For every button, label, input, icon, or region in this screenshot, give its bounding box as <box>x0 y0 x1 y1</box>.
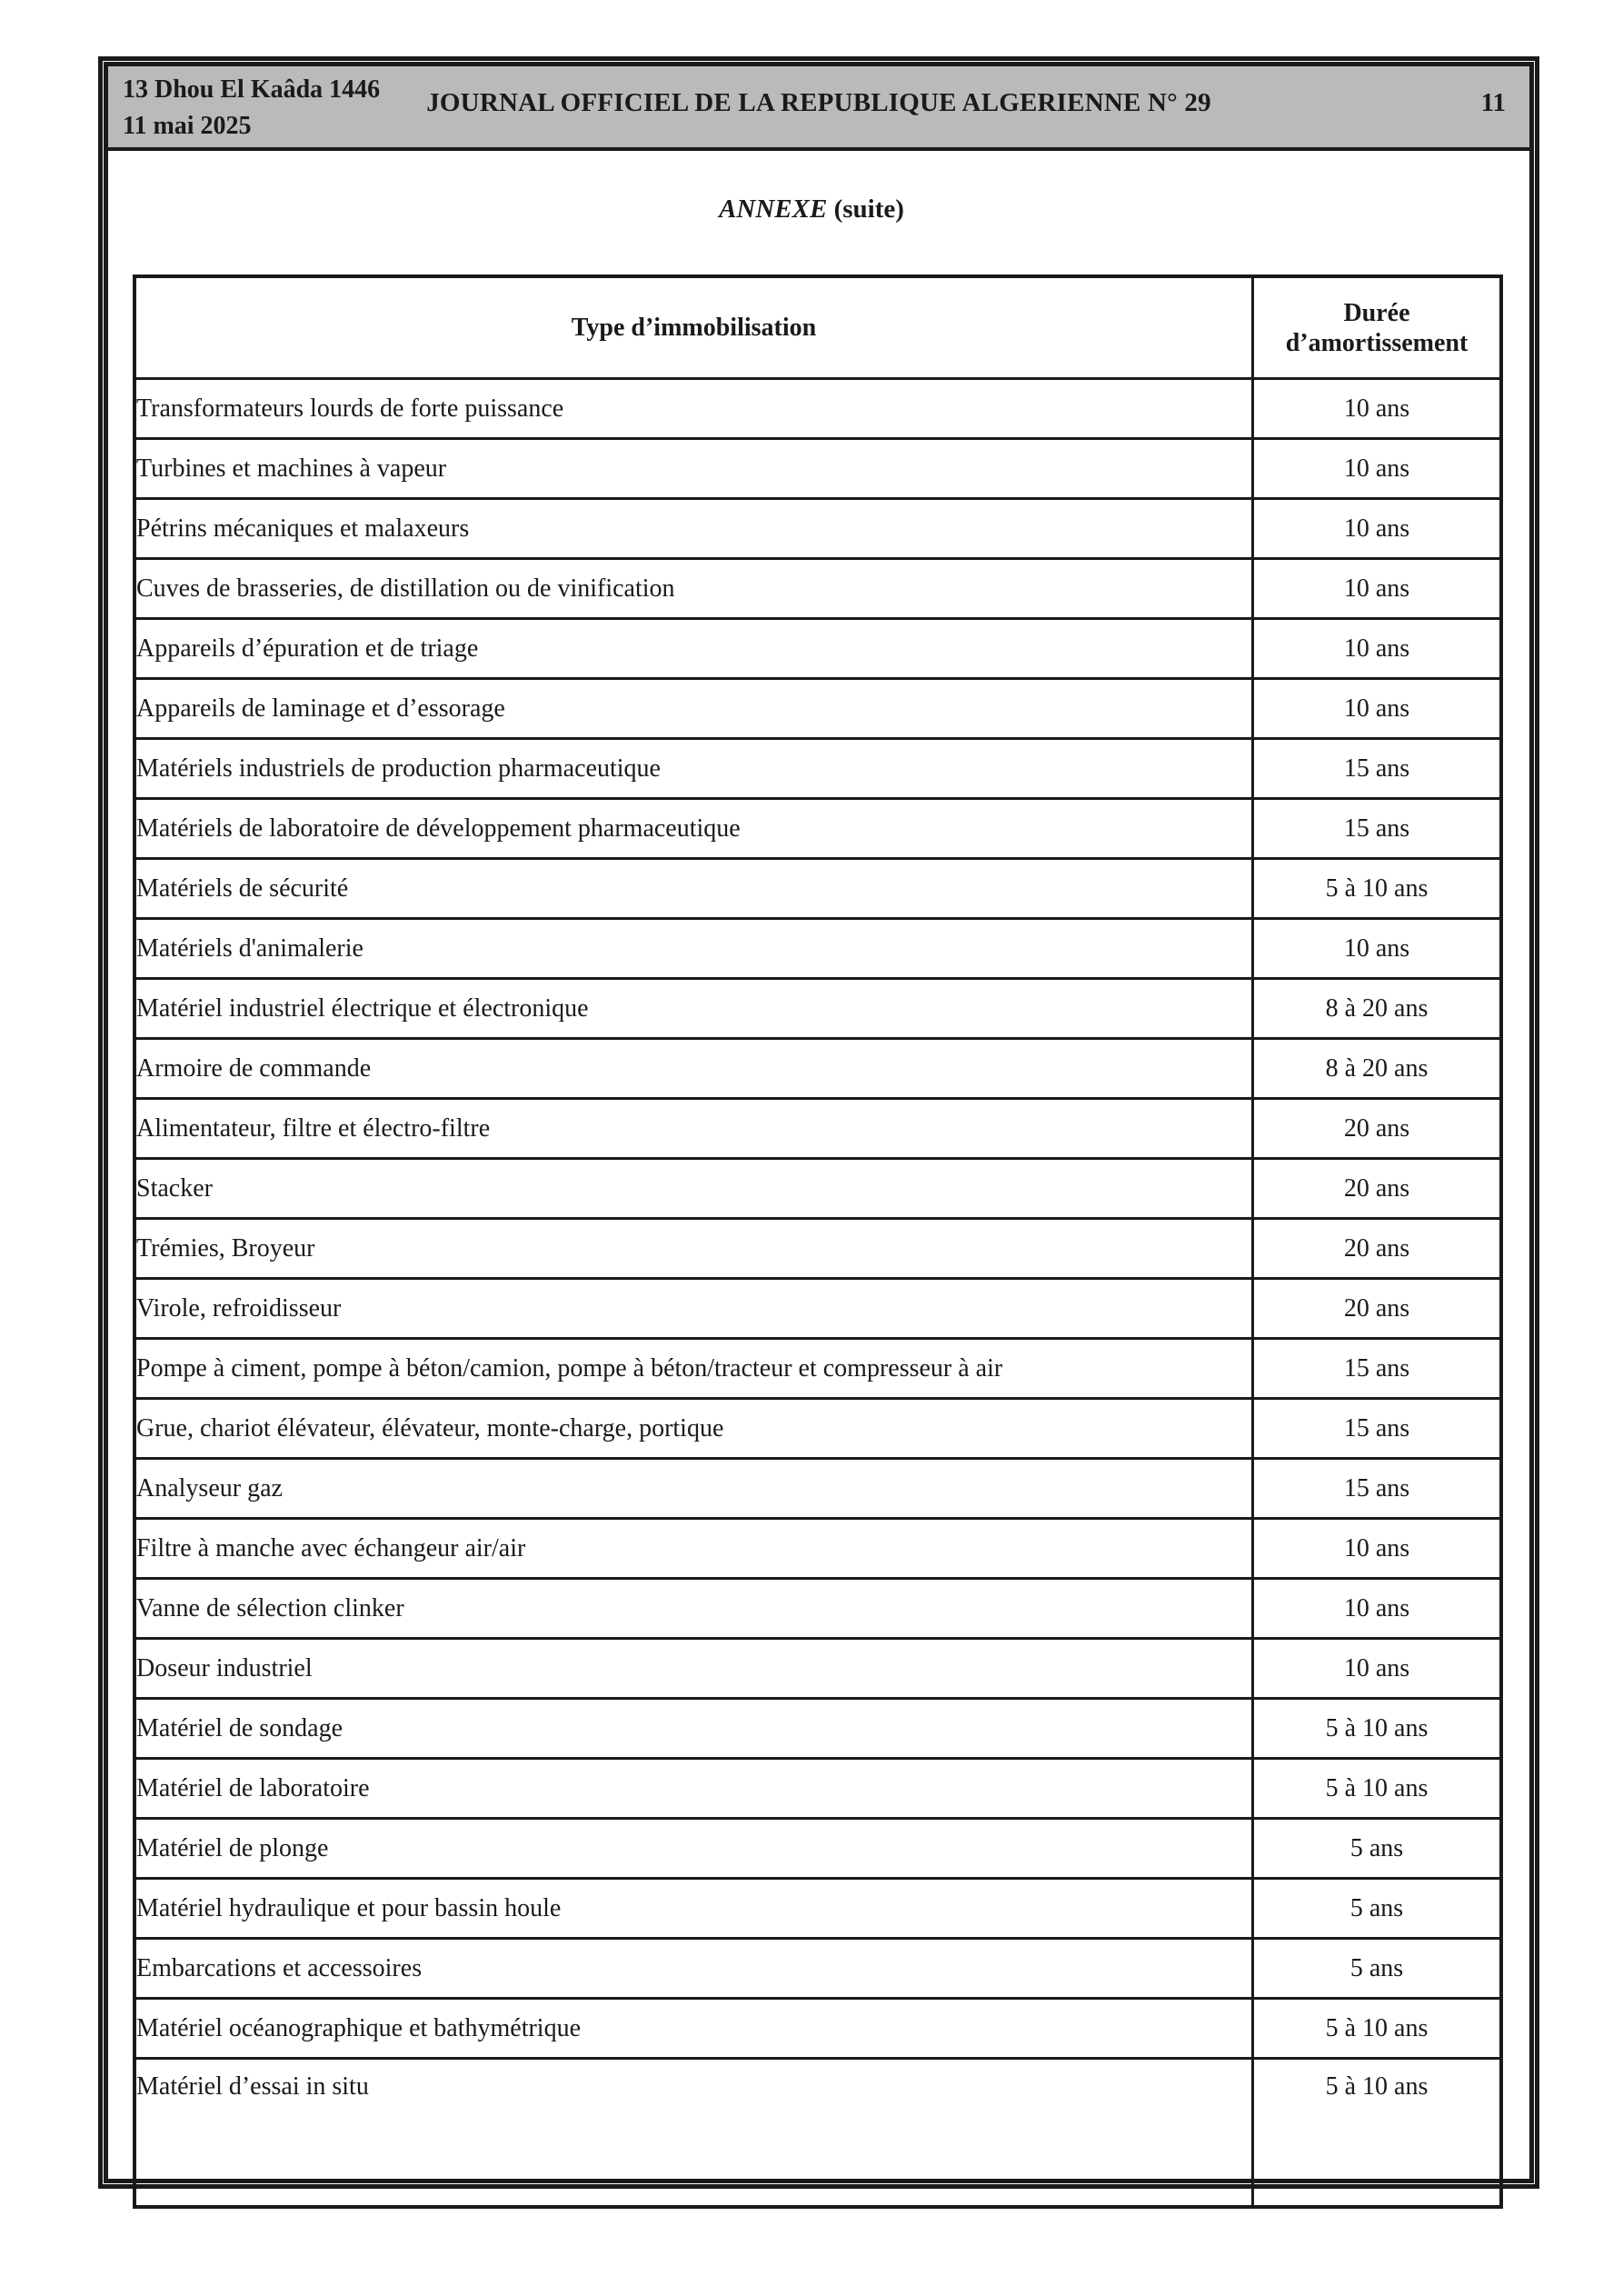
table-row <box>134 979 1501 1039</box>
duration-cell: 20 ans <box>1253 1099 1502 1159</box>
table-header-row <box>134 276 1501 379</box>
table-row <box>134 1999 1501 2059</box>
page-number: 11 <box>1480 88 1506 117</box>
duration-cell: 10 ans <box>1253 1519 1502 1579</box>
duration-cell: 8 à 20 ans <box>1253 979 1502 1039</box>
table-row <box>134 1459 1501 1519</box>
asset-type-cell: Pétrins mécaniques et malaxeurs <box>134 499 1253 559</box>
duration-cell: 5 ans <box>1253 1879 1502 1939</box>
duration-cell: 10 ans <box>1253 1639 1502 1699</box>
duration-cell: 10 ans <box>1253 919 1502 979</box>
table-row <box>134 1279 1501 1339</box>
asset-type-cell: Filtre à manche avec échangeur air/air <box>134 1519 1253 1579</box>
duration-cell: 15 ans <box>1253 1459 1502 1519</box>
duration-cell: 5 ans <box>1253 1939 1502 1999</box>
asset-type-cell: Matériel de sondage <box>134 1699 1253 1759</box>
duration-cell: 20 ans <box>1253 1219 1502 1279</box>
duration-cell: 5 à 10 ans <box>1253 859 1502 919</box>
table-row <box>134 859 1501 919</box>
asset-type-cell: Matériels de sécurité <box>134 859 1253 919</box>
table-row <box>134 1699 1501 1759</box>
asset-type-cell: Analyseur gaz <box>134 1459 1253 1519</box>
asset-type-cell: Matériel de laboratoire <box>134 1759 1253 1819</box>
table-row <box>134 1639 1501 1699</box>
column-header-type: Type d’immobilisation <box>134 276 1253 379</box>
annex-title-main: ANNEXE <box>719 195 828 224</box>
duration-cell: 10 ans <box>1253 499 1502 559</box>
duration-cell: 5 ans <box>1253 1819 1502 1879</box>
table-row <box>134 559 1501 619</box>
asset-type-cell: Stacker <box>134 1159 1253 1219</box>
table-row <box>134 1579 1501 1639</box>
duration-cell: 5 à 10 ans <box>1253 1999 1502 2059</box>
table-row <box>134 439 1501 499</box>
annex-title-suffix: (suite) <box>827 195 904 224</box>
asset-type-cell: Virole, refroidisseur <box>134 1279 1253 1339</box>
table-row <box>134 379 1501 439</box>
duration-cell: 15 ans <box>1253 739 1502 799</box>
duration-cell: 10 ans <box>1253 1579 1502 1639</box>
asset-type-cell: Embarcations et accessoires <box>134 1939 1253 1999</box>
duration-cell: 20 ans <box>1253 1279 1502 1339</box>
duration-cell: 15 ans <box>1253 799 1502 859</box>
asset-type-cell: Transformateurs lourds de forte puissance <box>134 379 1253 439</box>
table-row <box>134 799 1501 859</box>
asset-type-cell: Matériel océanographique et bathymétrique <box>134 1999 1253 2059</box>
asset-type-cell: Matériels d'animalerie <box>134 919 1253 979</box>
asset-type-cell: Matériel de plonge <box>134 1819 1253 1879</box>
column-header-duration-line2: d’amortissement <box>1285 328 1469 357</box>
column-header-duration <box>1253 276 1502 379</box>
asset-type-cell: Matériel hydraulique et pour bassin houle <box>134 1879 1253 1939</box>
table-row <box>134 499 1501 559</box>
journal-title: JOURNAL OFFICIEL DE LA REPUBLIQUE ALGERIENNE N° 29 <box>426 88 1211 117</box>
asset-type-cell: Turbines et machines à vapeur <box>134 439 1253 499</box>
table-row <box>134 1099 1501 1159</box>
asset-type-cell: Cuves de brasseries, de distillation ou de vinification <box>134 559 1253 619</box>
column-header-duration-line1: Durée <box>1343 298 1410 327</box>
table-row <box>134 1039 1501 1099</box>
depreciation-table <box>133 275 1503 2209</box>
table-row <box>134 1219 1501 1279</box>
table-row <box>134 1819 1501 1879</box>
table-row <box>134 1339 1501 1399</box>
asset-type-cell: Matériel d’essai in situ <box>134 2059 1253 2208</box>
asset-type-cell: Pompe à ciment, pompe à béton/camion, pompe à béton/tracteur et compresseur à air <box>134 1339 1253 1399</box>
table-body <box>134 379 1501 2208</box>
table-row <box>134 919 1501 979</box>
table-row <box>134 739 1501 799</box>
asset-type-cell: Vanne de sélection clinker <box>134 1579 1253 1639</box>
asset-type-cell: Trémies, Broyeur <box>134 1219 1253 1279</box>
table-row <box>134 1159 1501 1219</box>
duration-cell: 15 ans <box>1253 1399 1502 1459</box>
duration-cell: 5 à 10 ans <box>1253 1699 1502 1759</box>
asset-type-cell: Appareils de laminage et d’essorage <box>134 679 1253 739</box>
table-row <box>134 1519 1501 1579</box>
hijri-date: 13 Dhou El Kaâda 1446 <box>123 75 381 104</box>
duration-cell: 20 ans <box>1253 1159 1502 1219</box>
duration-cell: 10 ans <box>1253 439 1502 499</box>
asset-type-cell: Doseur industriel <box>134 1639 1253 1699</box>
table-row <box>134 1939 1501 1999</box>
duration-cell: 15 ans <box>1253 1339 1502 1399</box>
duration-cell: 8 à 20 ans <box>1253 1039 1502 1099</box>
asset-type-cell: Matériels de laboratoire de développement pharmaceutique <box>134 799 1253 859</box>
duration-cell: 10 ans <box>1253 679 1502 739</box>
duration-cell: 5 à 10 ans <box>1253 2059 1502 2208</box>
annex-title <box>0 195 1623 225</box>
table-row <box>134 619 1501 679</box>
duration-cell: 10 ans <box>1253 559 1502 619</box>
table-row <box>134 2059 1501 2208</box>
duration-cell: 10 ans <box>1253 379 1502 439</box>
duration-cell: 10 ans <box>1253 619 1502 679</box>
asset-type-cell: Grue, chariot élévateur, élévateur, monte-charge, portique <box>134 1399 1253 1459</box>
asset-type-cell: Alimentateur, filtre et électro-filtre <box>134 1099 1253 1159</box>
duration-cell: 5 à 10 ans <box>1253 1759 1502 1819</box>
table-row <box>134 1399 1501 1459</box>
gregorian-date: 11 mai 2025 <box>123 112 252 140</box>
table-row <box>134 679 1501 739</box>
asset-type-cell: Matériels industriels de production pharmaceutique <box>134 739 1253 799</box>
journal-header <box>108 66 1529 151</box>
table-row <box>134 1759 1501 1819</box>
asset-type-cell: Matériel industriel électrique et électronique <box>134 979 1253 1039</box>
asset-type-cell: Appareils d’épuration et de triage <box>134 619 1253 679</box>
asset-type-cell: Armoire de commande <box>134 1039 1253 1099</box>
table-row <box>134 1879 1501 1939</box>
